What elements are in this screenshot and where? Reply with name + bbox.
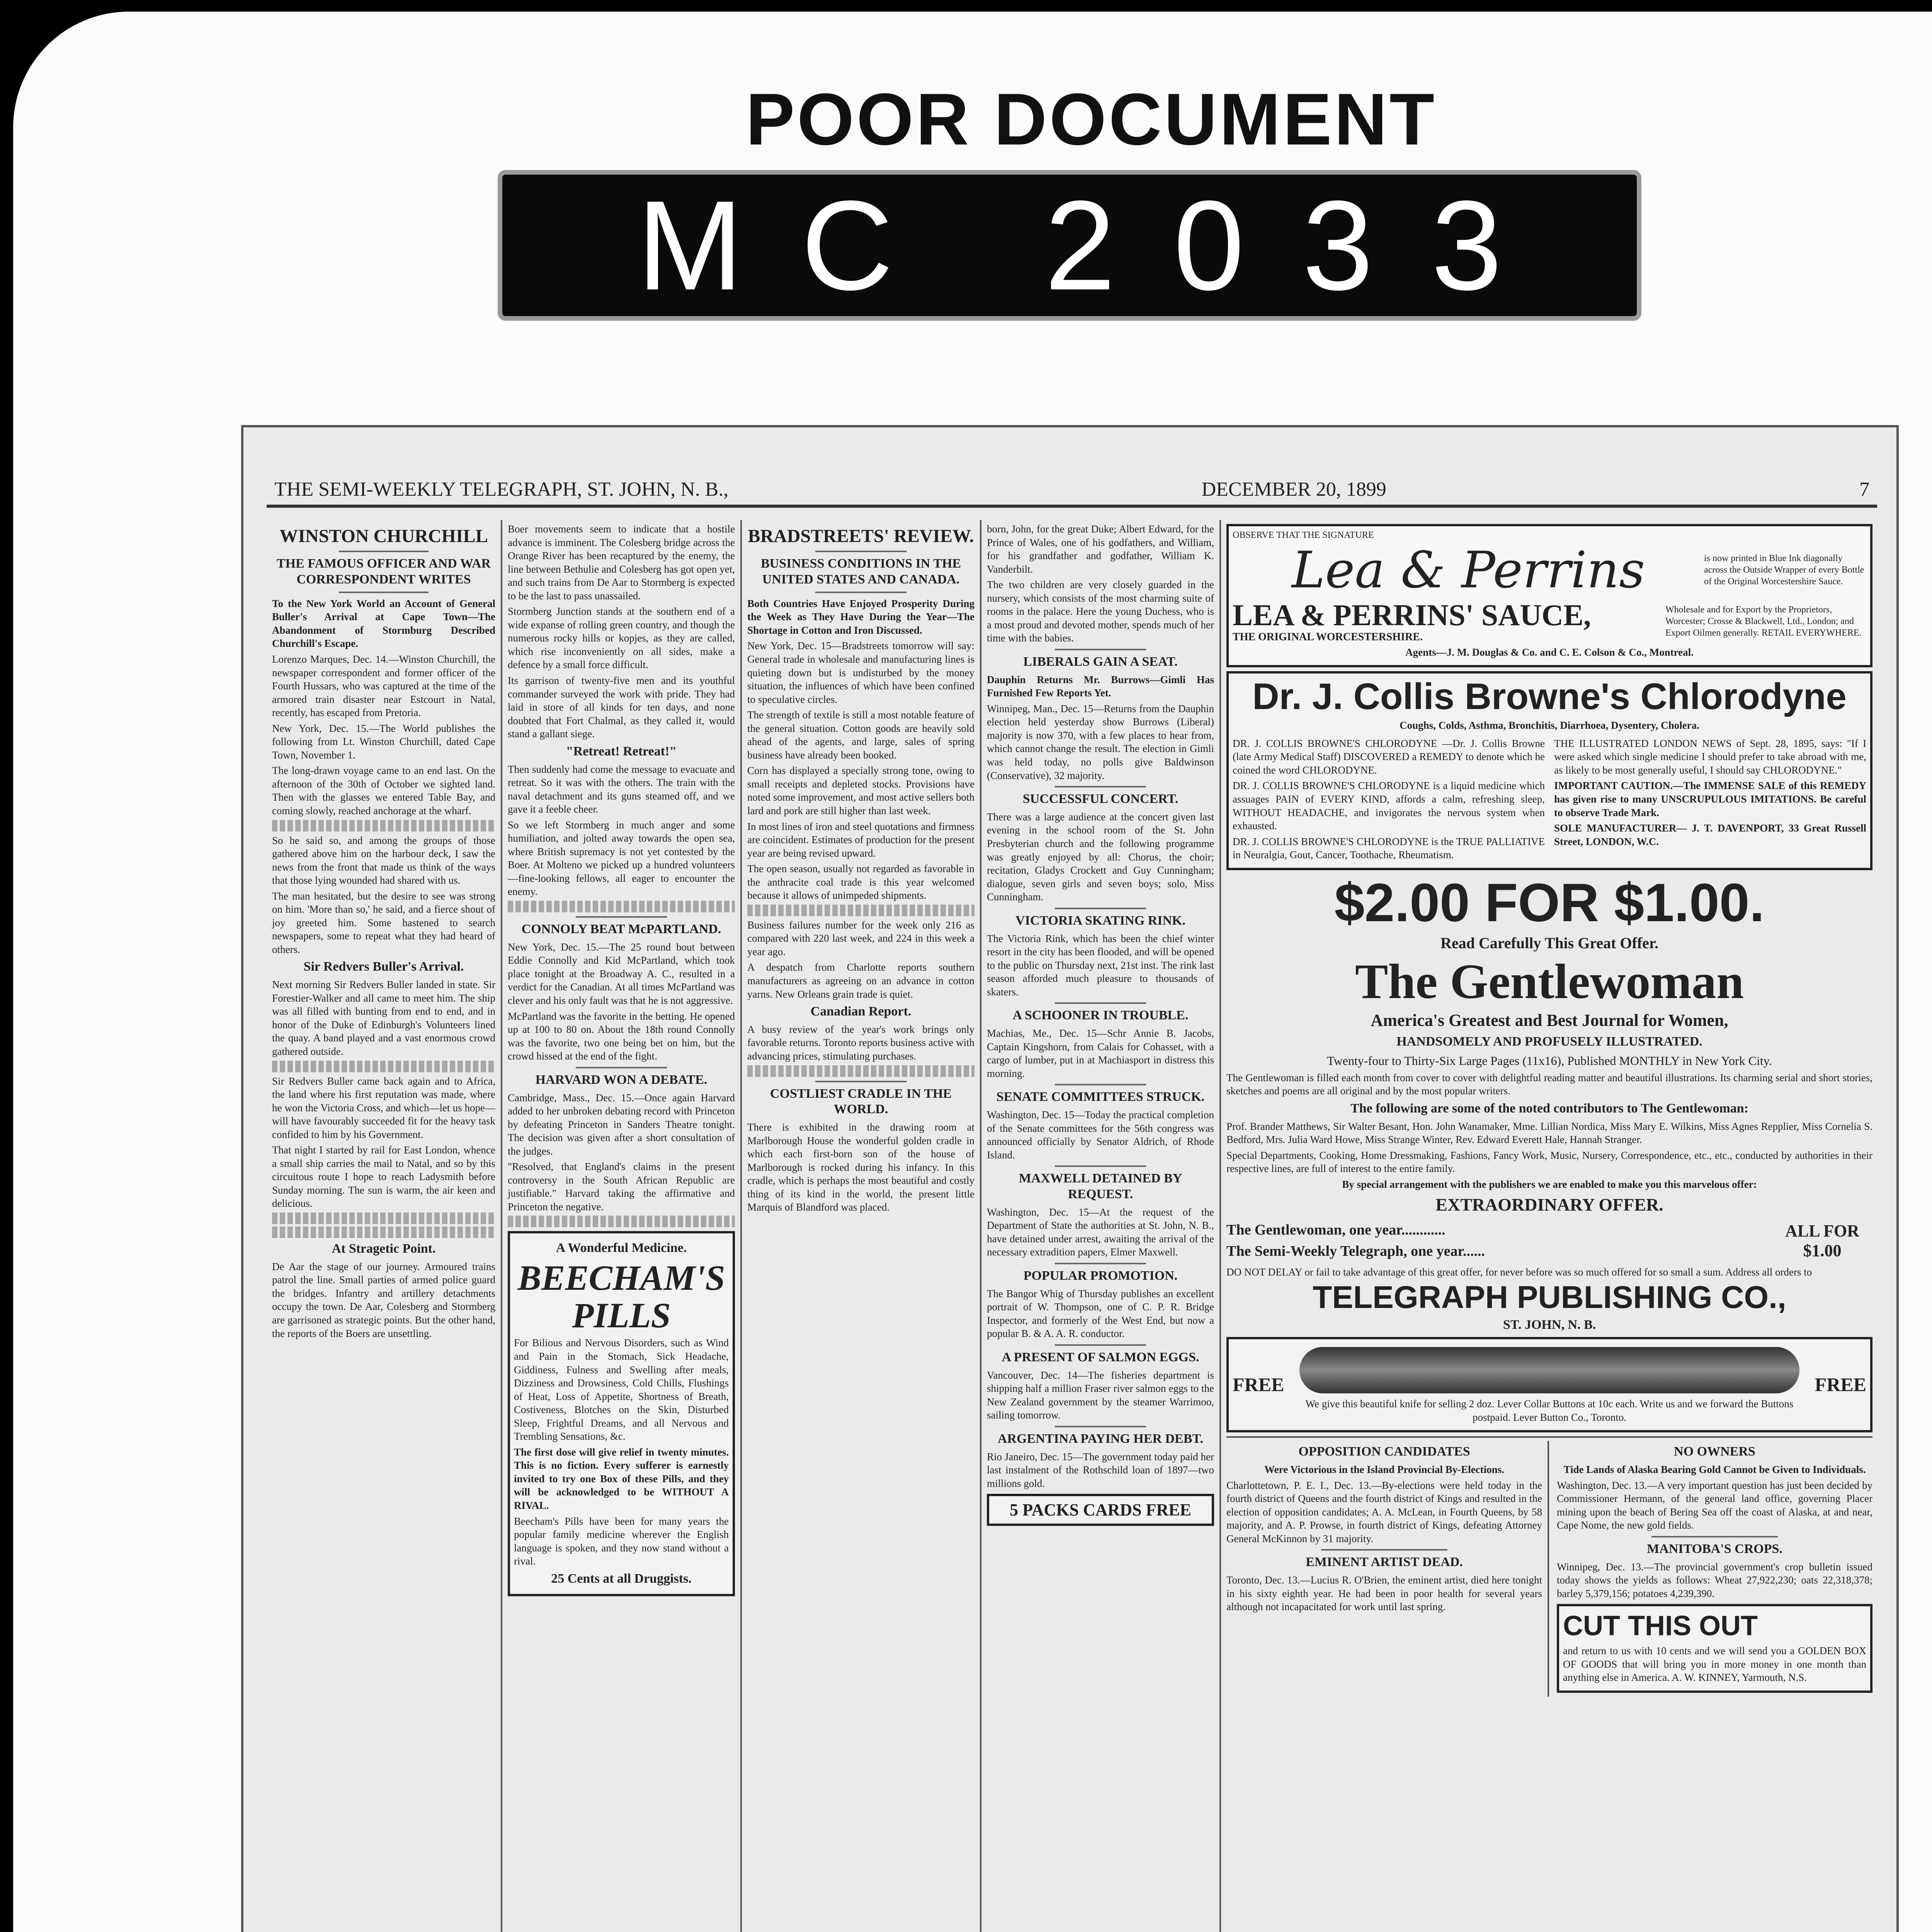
salmon-headline: A PRESENT OF SALMON EGGS. (1002, 1350, 1199, 1364)
maxwell-headline: MAXWELL DETAINED BY REQUEST. (1019, 1171, 1182, 1202)
divider (1055, 1165, 1146, 1167)
microfilm-frame (13, 12, 1932, 1932)
article-paragraph: Washington, Dec. 15—Today the practical completion of the Senate committees for the 56th congress was announced officially by Senator Aldrich, of Rhode Island. (987, 1109, 1214, 1161)
telegraph-city: ST. JOHN, N. B. (1503, 1318, 1596, 1332)
owners-headline: NO OWNERS (1674, 1444, 1755, 1459)
article-paragraph: Then suddenly had come the message to evacuate and retreat. So it was with the others. The train with the naval detachment and its guns steamed off, and we gave it a feeble cheer. (508, 763, 735, 815)
lp-notice: OBSERVE THAT THE SIGNATURE (1233, 530, 1374, 540)
article-paragraph: Business failures number for the week only 216 as compared with 220 last week, and 224 in this week a year ago. (747, 919, 975, 957)
schooner-headline: A SCHOONER IN TROUBLE. (1012, 1008, 1189, 1023)
newspaper-page (241, 425, 1899, 1932)
cut-this-out-ad (1557, 1604, 1872, 1693)
article-paragraph: Winnipeg, Dec. 13.—The provincial government's crop bulletin issued today shows the yields as follows: Wheat 27,922,230; oats 22,318,378; barley 5,379,156; potatoes 4,239,390. (1557, 1561, 1872, 1599)
knife-text: We give this beautiful knife for selling 2 doz. Lever Collar Buttons at 10c each. Write us and we forward the Buttons postpaid. Lever Button Co., Toronto. (1305, 1398, 1794, 1423)
article-paragraph: Washington, Dec. 13.—A very important question has just been decided by Commissioner Hermann, of the general land office, governing Placer mining upon the beach of Bering Sea off the coast of Alaska, at and near, Cape Nome, the new gold fields. (1557, 1479, 1872, 1531)
free-label: FREE (1233, 1374, 1284, 1396)
divider (1055, 1002, 1146, 1004)
lp-title: LEA & PERRINS' SAUCE, (1233, 598, 1591, 632)
divider (1055, 1263, 1146, 1264)
illegible-text (272, 1226, 495, 1238)
article-paragraph: Its garrison of twenty-five men and its youthful commander surveyed the work with pride. They had laid in store of all kinds for ten days, and none doubted that Fort Chalmal, as they called it, would stand a gallant siege. (508, 675, 735, 740)
divider (1055, 908, 1146, 909)
article-paragraph: Vancouver, Dec. 14—The fisheries department is shipping half a million Fraser river salmon eggs to the New Zealand government by the steamer Warrimoo, sailing tomorrow. (987, 1369, 1214, 1421)
cut-text: and return to us with 10 cents and we will send you a GOLDEN BOX OF GOODS that will bring you in more money in one month than anything else in America. A. W. KINNEY, Yarmouth, N.S. (1563, 1645, 1866, 1684)
article-paragraph: Stormberg Junction stands at the southern end of a wide expanse of rolling green country, and though the numerous rocky hills or kopjes, as they are called, which rise inconveniently on all sides, make a defence by a small force difficult. (508, 605, 735, 671)
article-paragraph: Boer movements seem to indicate that a hostile advance is imminent. The Colesberg bridge across the Orange River has been recaptured by the enemy, the line between Bethulie and Colesberg has got open yet, and such trains from De Aar to Stormberg is expected to be the last to pass unassailed. (508, 523, 735, 602)
artist-headline: EMINENT ARTIST DEAD. (1306, 1555, 1463, 1570)
article-paragraph: There was a large audience at the concert given last evening in the school room of the St. John Presbyterian church and the following programme was greatly enjoyed by all: Chorus, the choir; recitation, Gladys Crockett and Guy Cunningham; dialogue, seven girls and seven boys; solo, Miss Cunningham. (987, 811, 1214, 903)
section-heading: At Stragetic Point. (332, 1242, 436, 1256)
cb-ailments: Coughs, Colds, Asthma, Bronchitis, Diarrhoea, Dysentery, Cholera. (1400, 719, 1699, 731)
article-paragraph: Rio Janeiro, Dec. 15—The government today paid her last instalment of the Rothschild loan of 1897—two millions gold. (987, 1451, 1214, 1489)
divider (1055, 1344, 1146, 1346)
article-paragraph: So we left Stormberg in much anger and some humiliation, and jolted away towards the open sea, where British supremacy is not yet contested by the Boer. At Molteno we picked up a hundred volunteers—fine-looking fellows, all eager to encounter the enemy. (508, 819, 735, 898)
connoly-headline: CONNOLY BEAT McPARTLAND. (521, 922, 721, 937)
gw-sub: America's Greatest and Best Journal for Women, (1371, 1011, 1728, 1030)
gw-contrib: The following are some of the noted contributors to The Gentlewoman: (1350, 1101, 1748, 1116)
cb-title: Dr. J. Collis Browne's Chlorodyne (1252, 676, 1847, 718)
free-label: FREE (1815, 1374, 1866, 1396)
article-paragraph: The Victoria Rink, which has been the chief winter resort in the city has been flooded, and will be opened to the public on Thursday next, 21st inst. The rink last season afforded much pleasure to thousands of skaters. (987, 932, 1214, 998)
cards-ad: 5 PACKS CARDS FREE (987, 1494, 1214, 1526)
ad-text: For Bilious and Nervous Disorders, such as Wind and Pain in the Stomach, Sick Headache, Giddiness, Fulness and Swelling after meals, Dizziness and Drowsiness, Cold Chills, Flushings of Heat, Loss of Appetite, Shortness of Breath, Costiveness, Blotches on the Skin, Disturbed Sleep, Frightful Dreams, and all Nervous and Trembling Sensations, &c. (514, 1337, 729, 1442)
cb-text: IMPORTANT CAUTION.—The IMMENSE SALE of this REMEDY has given rise to many UNSCRUPULOUS IMITATIONS. Be careful to observe Trade Mark. (1554, 780, 1866, 818)
beechams-pills-ad (508, 1231, 735, 1596)
cut-title: CUT THIS OUT (1563, 1611, 1758, 1642)
divider (1321, 1549, 1447, 1551)
gw-sub2: HANDSOMELY AND PROFUSELY ILLUSTRATED. (1396, 1034, 1702, 1049)
pocket-knife-icon (1299, 1347, 1799, 1393)
gw-offer-line: The Gentlewoman, one year............ (1226, 1222, 1446, 1238)
divider (1055, 1426, 1146, 1427)
telegraph-name: TELEGRAPH PUBLISHING CO., (1313, 1280, 1786, 1315)
page-number: 7 (1859, 478, 1869, 500)
lp-side-text: is now printed in Blue Ink diagonally across the Outside Wrapper of every Bottle of the Original Worcestershire Sauce. (1704, 553, 1864, 587)
divider (1055, 786, 1146, 787)
crops-headline: MANITOBA'S CROPS. (1647, 1541, 1782, 1556)
lp-signature: Lea & Perrins (1292, 541, 1645, 599)
article-paragraph: born, John, for the great Duke; Albert Edward, for the Prince of Wales, one of his godfathers, and William, for his grandfather and godfather, William K. Vanderbilt. (987, 523, 1214, 575)
ad-text: Beecham's Pills have been for many years the popular family medicine wherever the English language is spoken, and they now stand without a rival. (514, 1515, 729, 1567)
argentina-headline: ARGENTINA PAYING HER DEBT. (997, 1431, 1204, 1446)
article-paragraph: Sir Redvers Buller came back again and to Africa, the land where his first reputation was made, where he won the Victoria Cross, and which—let us hope—will have favourably succeeded fit for the heavy task confided to him by his Government. (272, 1075, 495, 1140)
churchill-headline: WINSTON CHURCHILL (279, 526, 488, 546)
liberals-subhead: Dauphin Returns Mr. Burrows—Gimli Has Furnished Few Reports Yet. (987, 673, 1214, 699)
cb-text: DR. J. COLLIS BROWNE'S CHLORODYNE is the TRUE PALLIATIVE in Neuralgia, Gout, Cancer, Toothache, Rheumatism. (1233, 835, 1545, 861)
column-5-ads (1221, 520, 1878, 1932)
bradstreets-headline: BRADSTREETS' REVIEW. (748, 526, 974, 546)
article-paragraph: The long-drawn voyage came to an end last. On the afternoon of the 30th of October we sighted land. Then with the glasses we entered Table Bay, and coming slowly, reached anchorage at the wharf. (272, 765, 495, 816)
illegible-text (747, 1065, 975, 1077)
divider (1055, 1084, 1146, 1085)
ad-price: 25 Cents at all Druggists. (551, 1571, 692, 1586)
lea-perrins-ad (1226, 524, 1872, 667)
article-paragraph: That night I started by rail for East London, whence a small ship carries the mail to Natal, and so by this circuitous route I hope to reach Ladysmith before Sunday morning. The sun is warm, the air keen and delicious. (272, 1144, 495, 1209)
article-paragraph: The open season, usually not regarded as favorable in the anthracite coal trade is this year welcomed because it allows of unimpeded shipments. (747, 863, 975, 901)
owners-subhead: Tide Lands of Alaska Bearing Gold Cannot be Given to Individuals. (1563, 1464, 1866, 1476)
senate-headline: SENATE COMMITTEES STRUCK. (996, 1090, 1205, 1104)
article-paragraph: The man hesitated, but the desire to see was strong on him. 'More than so,' he said, and a fierce shout of joy greeted him. Some hastened to search newspapers, some to repeat what they had heard of others. (272, 890, 495, 955)
gw-arrangement: By special arrangement with the publishers we are enabled to make you this marvelous offer: (1342, 1178, 1757, 1190)
article-paragraph: Next morning Sir Redvers Buller landed in state. Sir Forestier-Walker and all came to meet him. The ship was all filled with bunting from end to end, and in honor of the Duke of Edinburgh's Volunteers lined the quay. A band played and a vast enormous crowd gathered outside. (272, 979, 495, 1057)
article-paragraph: In most lines of iron and steel quotations and firmness are coincident. Estimates of production for the present year are being revised upward. (747, 820, 975, 859)
article-paragraph: Cambridge, Mass., Dec. 15.—Once again Harvard added to her unbroken debating record with Princeton by defeating Princeton in Sanders Theatre tonight. The decision was given after a short consultation of the judges. (508, 1092, 735, 1157)
article-paragraph: A despatch from Charlotte reports southern manufacturers as agreeing on an advance in cotton yarns. New Orleans grain trade is quiet. (747, 961, 975, 1000)
article-paragraph: McPartland was the favorite in the betting. He opened up at 100 to 80 on. About the 18th round Connolly was the favorite, two one being bet on him, but the crowd hissed at the end of the fight. (508, 1010, 735, 1062)
gw-pages: Twenty-four to Thirty-Six Large Pages (11x16), Published MONTHLY in New York City. (1327, 1053, 1772, 1068)
gw-names: Prof. Brander Matthews, Sir Walter Besant, Hon. John Wanamaker, Mme. Lillian Nordica, Miss Mary E. Wilkins, Miss Agnes Repplier, Miss Cornelia S. Bedford, Mrs. Julia Ward Howe, Miss Strange Winter, Rev. Edward Everett Hale, Hannah Stranger. (1226, 1120, 1872, 1146)
article-paragraph: Lorenzo Marques, Dec. 14.—Winston Churchill, the newspaper correspondent and former officer of the Fourth Hussars, who was captured at the time of the armored train disaster near Estcourt in Natal, recently, has escaped from Pretoria. (272, 653, 495, 719)
article-paragraph: The two children are very closely guarded in the nursery, which consists of the most charming suite of rooms in the palace. Here the young Duchess, who is a most proud and devoted mother, spends much of her time with the babies. (987, 579, 1214, 644)
article-paragraph: Winnipeg, Man., Dec. 15—Returns from the Dauphin election held yesterday show Burrows (Liberal) majority is now 370, with a few places to hear from, which cannot change the result. The election in Gimli was held today, no polls give Baldwinson (Conservative), 32 majority. (987, 702, 1214, 781)
opposition-subhead: Were Victorious in the Island Provincial By-Elections. (1264, 1464, 1504, 1476)
cb-text: DR. J. COLLIS BROWNE'S CHLORODYNE —Dr. J. Collis Browne (late Army Medical Staff) DISCOVERED a REMEDY to denote which he coined the word CHLORODYNE. (1233, 737, 1545, 776)
divider (339, 551, 428, 552)
ad-title: BEECHAM'S PILLS (517, 1258, 725, 1335)
article-paragraph: De Aar the stage of our journey. Armoured trains patrol the line. Small parties of armed police guard the bridges. Infantry and artillery detachments occupy the town. De Aar, Colesberg and Stormberg are garrisoned as strategic points. But the other hand, the reports of the Boers are unsettling. (272, 1260, 495, 1339)
divider (815, 1081, 906, 1082)
column-4 (981, 520, 1221, 1932)
divider (339, 592, 428, 593)
lp-tagline: THE ORIGINAL WORCESTERSHIRE. (1233, 631, 1423, 643)
divider (576, 916, 667, 918)
film-title: POOR DOCUMENT (746, 78, 1437, 160)
film-code: MC 2033 (637, 174, 1560, 316)
gw-all-for: ALL FOR $1.00 (1785, 1221, 1859, 1260)
film-code-bar (498, 170, 1641, 321)
divider (815, 551, 906, 552)
divider (815, 592, 906, 593)
gw-desc: The Gentlewoman is filled each month from cover to cover with delightful reading matter and beautiful illustrations. Its charming serial and short stories, sketches and poems are all original and by the most popular writers. (1226, 1071, 1872, 1097)
bradstreets-deck: Both Countries Have Enjoyed Prosperity During the Week as They Have During the Year—The Shortage in Cotton and Iron Discussed. (747, 597, 975, 636)
gw-extra: EXTRAORDINARY OFFER. (1435, 1195, 1663, 1215)
gw-read: Read Carefully This Great Offer. (1440, 934, 1659, 952)
knife-ad (1226, 1337, 1872, 1432)
promotion-headline: POPULAR PROMOTION. (1023, 1269, 1178, 1283)
bradstreets-subhead: BUSINESS CONDITIONS IN THE UNITED STATES AND CANADA. (760, 556, 961, 587)
gw-price: $2.00 FOR $1.00. (1334, 872, 1765, 933)
illegible-text (747, 905, 975, 916)
illegible-text (272, 820, 495, 832)
article-paragraph: New York, Dec. 15.—The World publishes the following from Lt. Winston Churchill, dated Cape Town, November 1. (272, 722, 495, 761)
article-paragraph: There is exhibited in the drawing room at Marlborough House the wonderful golden cradle in which each first-born son of the house of Marlborough is rocked during his infancy. In this cradle, which is perhaps the most beautiful and costly thing of its kind in the world, the present little Marquis of Blandford was placed. (747, 1121, 975, 1213)
column-2 (502, 520, 742, 1932)
column-3 (742, 520, 981, 1932)
cb-maker: SOLE MANUFACTURER— J. T. DAVENPORT, 33 Great Russell Street, LONDON, W.C. (1554, 822, 1866, 847)
quote-heading: "Retreat! Retreat!" (566, 744, 677, 759)
lp-agents: Agents—J. M. Douglas & Co. and C. E. Colson & Co., Montreal. (1405, 646, 1694, 658)
gentlewoman-ad (1226, 874, 1872, 1333)
article-paragraph: New York, Dec. 15—Bradstreets tomorrow will say: General trade in wholesale and manufacturing lines is quieting down but is undisturbed by the money situation, the influences of which have been confined to speculative circles. (747, 640, 975, 705)
gw-title: The Gentlewoman (1355, 954, 1744, 1009)
ad-kicker: A Wonderful Medicine. (556, 1241, 687, 1255)
concert-headline: SUCCESSFUL CONCERT. (1022, 792, 1179, 806)
article-paragraph: A busy review of the year's work brings only favorable returns. Toronto reports business active with advancing prices, stimulating purchases. (747, 1023, 975, 1062)
article-paragraph: So he said so, and among the groups of those gathered above him on the harbour deck, I saw the news from the front that made us think of the ways that those lying wounded had shared with us. (272, 834, 495, 886)
gw-offer-line: The Semi-Weekly Telegraph, one year...... (1226, 1243, 1485, 1260)
gw-special: Special Departments, Cooking, Home Dressmaking, Fashions, Fancy Work, Music, Nursery, Correspondence, etc., etc., conducted by authorities in their respective lines, are full of interest to the entire family. (1226, 1149, 1872, 1175)
article-paragraph: The strength of textile is still a most notable feature of the general situation. Cotton goods are heavily sold ahead of the agents, and large, sales of spring business have already been booked. (747, 709, 975, 761)
cradle-headline: COSTLIEST CRADLE IN THE WORLD. (770, 1086, 952, 1117)
running-head (267, 474, 1877, 508)
gw-note: DO NOT DELAY or fail to take advantage of this great offer, for never before was so much offered for so small a sum. Address all orders to (1226, 1266, 1812, 1278)
lp-wholesale: Wholesale and for Export by the Proprietors, Worcester; Crosse & Blackwell, Ltd., London; and Export Oilmen generally. RETAIL EVERYWHERE. (1665, 604, 1862, 638)
illegible-text (508, 1216, 735, 1227)
article-paragraph: Washington, Dec. 15—At the request of the Department of State the authorities at St. John, N. B., have detained under arrest, awaiting the arrival of the necessary extradition papers, Elmer Maxwell. (987, 1206, 1214, 1258)
divider (576, 1067, 667, 1068)
ad-text: The first dose will give relief in twenty minutes. This is no fiction. Every sufferer is earnestly invited to try one Box of these Pills, and they will be acknowledged to be WITHOUT A RIVAL. (514, 1446, 729, 1511)
article-paragraph: Charlottetown, P. E. I., Dec. 13.—By-elections were held today in the fourth district of Queens and the fourth district of Kings and resulted in the election of opposition candidates; A. A. McLean, in Fourth Queens, by 58 majority, and A. P. Prowse, in fourth district of Kings, defeating Attorney General McKinnon by 31 majority. (1226, 1479, 1542, 1544)
article-paragraph: New York, Dec. 15.—The 25 round bout between Eddie Connolly and Kid McPartland, which took place tonight at the Broadway A. C., resulted in a verdict for the Canadian. At all times McPartland was clever and his only fault was that he is not aggressive. (508, 941, 735, 1006)
illegible-text (272, 1061, 495, 1072)
section-heading: Sir Redvers Buller's Arrival. (303, 959, 464, 974)
section-heading: Canadian Report. (810, 1004, 912, 1019)
article-paragraph: Machias, Me., Dec. 15—Schr Annie B. Jacobs, Captain Kingshorn, from Calais for Cohasset, with a cargo of lumber, put in at Machiasport in distress this morning. (987, 1027, 1214, 1079)
opposition-headline: OPPOSITION CANDIDATES (1298, 1444, 1470, 1459)
divider (1651, 1536, 1778, 1537)
column-1 (267, 520, 502, 1932)
divider (1055, 649, 1146, 650)
article-paragraph: Toronto, Dec. 13.—Lucius R. O'Brien, the eminent artist, died here tonight in his sixty eighth year. He had been in poor health for several years although not incapacitated for work until last spring. (1226, 1574, 1542, 1613)
churchill-deck: To the New York World an Account of General Buller's Arrival at Cape Town—The Abandonment of Stormburg Described Churchill's Escape. (272, 597, 495, 650)
liberals-headline: LIBERALS GAIN A SEAT. (1023, 654, 1178, 669)
running-head-date: DECEMBER 20, 1899 (1201, 478, 1386, 500)
article-paragraph: Corn has displayed a specially strong tone, owing to small receipts and depleted stocks. Provisions have noted some improvement, and most active sellers both lard and pork are still higher than last week. (747, 765, 975, 816)
harvard-headline: HARVARD WON A DEBATE. (535, 1072, 707, 1087)
running-head-title: THE SEMI-WEEKLY TELEGRAPH, ST. JOHN, N. B., (274, 478, 729, 500)
article-paragraph: The Bangor Whig of Thursday publishes an excellent portrait of W. Thompson, one of C. P. R. Bridge Inspector, and formerly of the West End, but now a popular B. & A. A. R. conductor. (987, 1287, 1214, 1340)
article-paragraph: "Resolved, that England's claims in the present controversy in the South African Republic are justifiable." Harvard taking the affirmative and Princeton the negative. (508, 1161, 735, 1213)
collis-browne-ad (1226, 671, 1872, 870)
illegible-text (508, 901, 735, 912)
illegible-text (272, 1213, 495, 1224)
rink-headline: VICTORIA SKATING RINK. (1015, 913, 1185, 928)
churchill-subhead: THE FAMOUS OFFICER AND WAR CORRESPONDENT WRITES (276, 556, 491, 587)
cb-text: DR. J. COLLIS BROWNE'S CHLORODYNE is a liquid medicine which assuages PAIN of EVERY KIND, affords a calm, refreshing sleep, WITHOUT HEADACHE, and invigorates the nervous system when exhausted. (1233, 780, 1545, 832)
cb-text: THE ILLUSTRATED LONDON NEWS of Sept. 28, 1895, says: "If I were asked which single medicine I should prefer to take abroad with me, as likely to be most generally useful, I should say CHLORODYNE." (1554, 737, 1866, 776)
